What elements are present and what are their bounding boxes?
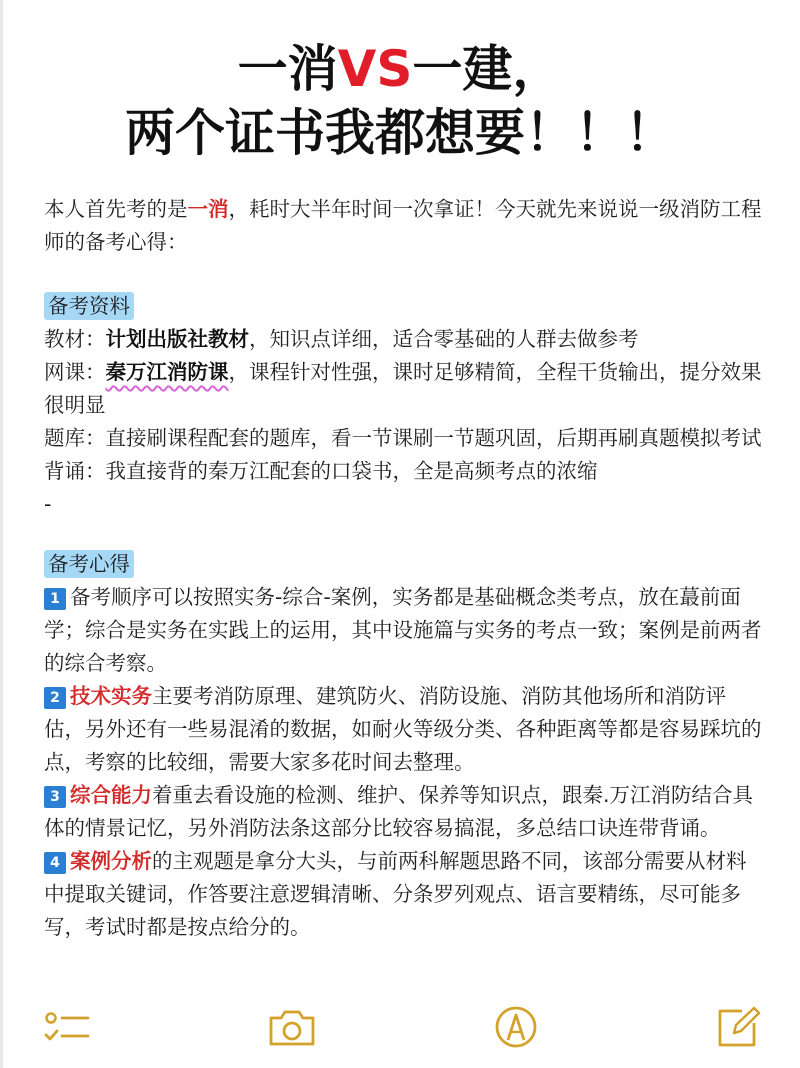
intro-paragraph bbox=[44, 193, 764, 259]
textbook-desc: ，知识点详细，适合零基础的人群去做参考 bbox=[249, 327, 639, 351]
textbook-name: 计划出版社教材 bbox=[105, 327, 249, 351]
separator: - bbox=[44, 492, 52, 516]
number-badge: 3 bbox=[44, 786, 66, 808]
tip-highlight: 综合能力 bbox=[70, 783, 152, 807]
tip-item bbox=[44, 845, 764, 944]
tip-highlight: 案例分析 bbox=[70, 849, 152, 873]
course-line bbox=[44, 356, 764, 422]
intro-highlight: 一消 bbox=[187, 197, 229, 221]
checklist-icon[interactable] bbox=[40, 1005, 92, 1049]
page-title-line1 bbox=[0, 38, 800, 100]
compose-icon[interactable] bbox=[712, 1005, 764, 1049]
tip-text: 着重去看设施的检测、维护、保养等知识点，跟秦.万江消防结合具体的情景记忆，另外消防法条这部分比较容易搞混，多总结口诀连带背诵。 bbox=[44, 783, 754, 840]
title-part-b: 一建， bbox=[412, 40, 563, 98]
intro-text-1: 本人首先考的是 bbox=[44, 197, 188, 221]
tip-text: 的主观题是拿分大头，与前两科解题思路不同，该部分需要从材料中提取关键词，作答要注意逻辑清晰、分条罗列观点、语言要精练，尽可能多写，考试时都是按点给分的。 bbox=[44, 849, 747, 939]
course-desc: ，课程针对性强，课时足够精简，全程干货输出，提分效果很明显 bbox=[44, 360, 762, 417]
tip-text: 主要考消防原理、建筑防火、消防设施、消防其他场所和消防评估，另外还有一些易混淆的数据，如耐火等级分类、各种距离等都是容易踩坑的点，考察的比较细，需要大家多花时间去整理。 bbox=[44, 684, 762, 774]
number-badge: 1 bbox=[44, 588, 66, 610]
title-part-a: 一消 bbox=[237, 40, 338, 98]
bottom-toolbar bbox=[0, 995, 800, 1059]
question-bank-line: 题库：直接刷课程配套的题库，看一节课刷一节题巩固，后期再刷真题模拟考试 bbox=[44, 426, 762, 450]
intro-text-2: ，耗时大半年时间一次拿证！今天就先来说说一级消防工程师的备考心得： bbox=[44, 197, 762, 254]
title-vs: VS bbox=[337, 40, 413, 98]
tip-item bbox=[44, 581, 764, 680]
number-badge: 4 bbox=[44, 852, 66, 874]
course-name: 秦万江消防课 bbox=[105, 360, 229, 384]
tip-text: 备考顺序可以按照实务-综合-案例，实务都是基础概念类考点，放在蕞前面学；综合是实务在实践上的运用，其中设施篇与实务的考点一致；案例是前两者的综合考察。 bbox=[44, 585, 762, 675]
course-prefix: 网课： bbox=[44, 360, 106, 384]
tip-item bbox=[44, 779, 764, 845]
page-title-line2: 两个证书我都想要！！！ bbox=[125, 104, 675, 162]
tips-section bbox=[44, 548, 764, 944]
recite-line: 背诵：我直接背的秦万江配套的口袋书，全是高频考点的浓缩 bbox=[44, 459, 598, 483]
materials-heading: 备考资料 bbox=[44, 292, 134, 320]
textbook-prefix: 教材： bbox=[44, 327, 106, 351]
materials-section bbox=[44, 290, 764, 521]
tips-heading: 备考心得 bbox=[44, 550, 134, 578]
textbook-line bbox=[44, 323, 764, 356]
tip-item bbox=[44, 680, 764, 779]
pen-marker-icon[interactable] bbox=[490, 1005, 542, 1049]
camera-icon[interactable] bbox=[266, 1005, 318, 1049]
number-badge: 2 bbox=[44, 687, 66, 709]
tip-highlight: 技术实务 bbox=[70, 684, 152, 708]
